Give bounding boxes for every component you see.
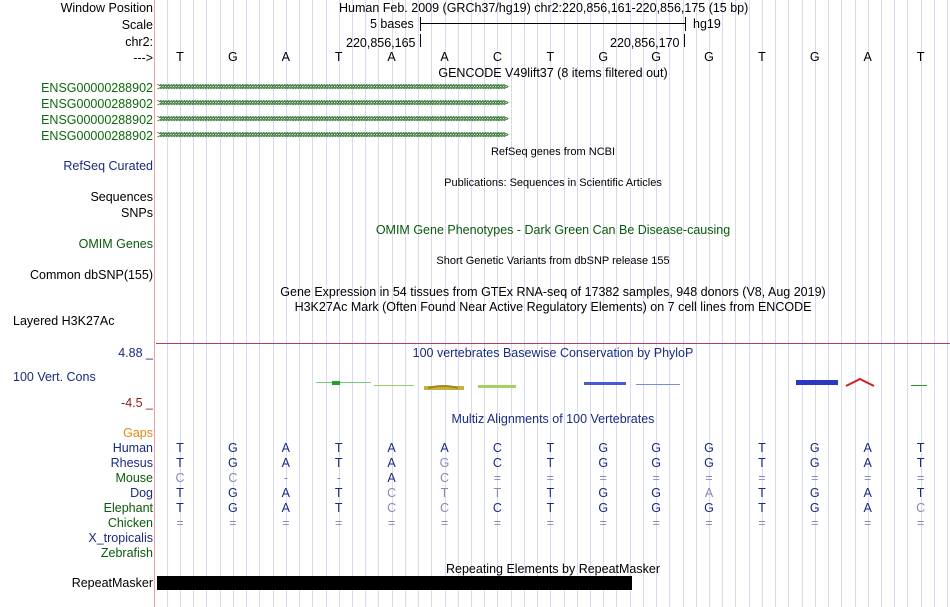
alignment-base: G [598,456,609,470]
alignment-base: G [228,501,238,515]
alignment-base: = [705,516,713,530]
omim-label[interactable]: OMIM Genes [78,237,153,251]
alignment-base: T [176,456,184,470]
alignment-base: T [176,501,184,515]
alignment-base: C [492,456,502,470]
alignment-base: T [176,486,184,500]
alignment-base: G [809,441,820,455]
refseq-label[interactable]: RefSeq Curated [63,159,153,173]
species-label[interactable]: Chicken [107,516,153,530]
alignment-base: C [387,501,397,515]
gencode-feature[interactable]: >>>>>>>>>>>>>>>>>>>>>>>>>>>>>>>>>>>>>>>>>>>>>>>>>>>>>>>>>>>>>>>>>>>>>>>>>>>>>>>>>>>>>>>>>>>>>>>>>>>>>>>>>>>>>>>>>>>>>>>>>>>>>>>>>>>> [157,98,506,109]
alignment-base: A [863,486,872,500]
alignment-base: A [387,456,396,470]
alignment-base: C [916,501,926,515]
alignment-base: A [387,471,396,485]
scale-bar [420,17,686,31]
alignment-base: T [916,486,925,500]
alignment-base: C [492,501,502,515]
gencode-item-label[interactable]: ENSG00000288902 [41,97,153,111]
omim-title: OMIM Gene Phenotypes - Dark Green Can Be Disease-causing [375,223,731,237]
alignment-base: G [598,441,609,455]
base-letter: G [598,50,609,64]
base-letter: T [176,50,184,64]
gaps-label[interactable]: Gaps [123,426,153,440]
alignment-base: = [864,516,872,530]
alignment-base: = [599,471,607,485]
h3k27ac-title: H3K27Ac Mark (Often Found Near Active Regulatory Elements) on 7 cell lines from ENCODE [294,300,812,314]
species-label[interactable]: Human [112,441,153,455]
alignment-base: T [916,441,925,455]
alignment-base: = [599,516,607,530]
alignment-base: T [440,486,449,500]
coord-left: 220,856,165 [346,36,416,50]
chr-label: chr2: [125,35,153,49]
base-letter: T [334,50,343,64]
alignment-base: G [228,456,238,470]
alignment-base: T [493,486,502,500]
alignment-base: G [809,486,820,500]
alignment-base: G [228,441,238,455]
alignment-base: G [704,501,714,515]
alignment-base: G [651,486,661,500]
gencode-title: GENCODE V49lift37 (8 items filtered out) [438,66,668,80]
alignment-base: A [281,441,290,455]
gencode-item-label[interactable]: ENSG00000288902 [41,113,153,127]
alignment-base: = [916,516,925,530]
multiz-title: Multiz Alignments of 100 Vertebrates [451,412,655,426]
alignment-base: A [704,486,714,500]
repeatmasker-element[interactable] [157,576,632,590]
alignment-base: - [283,471,288,485]
alignment-base: G [809,501,820,515]
alignment-base: C [439,471,450,485]
alignment-base: = [335,516,343,530]
alignment-base: = [811,471,819,485]
alignment-base: T [916,456,925,470]
scale-label: Scale [121,18,153,32]
track-divider [156,343,950,344]
gtex-title: Gene Expression in 54 tissues from GTEx RNA-seq of 17382 samples, 948 donors (V8, Aug 2019) [280,285,826,299]
base-letter: T [546,50,555,64]
refseq-title: RefSeq genes from NCBI [490,146,616,158]
alignment-base: T [546,486,555,500]
dbsnp-title: Short Genetic Variants from dbSNP release 155 [436,255,670,267]
alignment-base: = [493,471,502,485]
alignment-base: = [916,471,925,485]
cons-scale-top: 4.88 _ [118,346,153,360]
scale-text: 5 bases [370,17,414,31]
alignment-base: = [546,471,554,485]
alignment-base: T [758,456,766,470]
alignment-base: C [228,471,238,485]
species-label[interactable]: X_tropicalis [88,531,153,545]
alignment-base: A [863,501,872,515]
alignment-base: = [864,471,872,485]
alignment-base: = [493,516,502,530]
alignment-base: C [492,441,502,455]
alignment-base: = [652,516,660,530]
strand-arrow-label[interactable]: ---> [133,51,153,65]
repeatmasker-label[interactable]: RepeatMasker [71,576,153,590]
alignment-base: G [228,486,238,500]
snps-label[interactable]: SNPs [121,206,153,220]
alignment-base: G [651,456,661,470]
alignment-base: G [704,456,714,470]
window-position-label: Window Position [60,1,153,15]
alignment-base: T [334,486,343,500]
base-letter: A [281,50,290,64]
base-letter: G [228,50,238,64]
repeatmasker-title: Repeating Elements by RepeatMasker [445,562,660,576]
alignment-base: T [758,501,766,515]
base-letter: A [863,50,872,64]
gencode-feature[interactable]: >>>>>>>>>>>>>>>>>>>>>>>>>>>>>>>>>>>>>>>>>>>>>>>>>>>>>>>>>>>>>>>>>>>>>>>>>>>>>>>>>>>>>>>>>>>>>>>>>>>>>>>>>>>>>>>>>>>>>>>>>>>>>>>>>>>> [157,114,506,125]
alignment-base: A [863,441,872,455]
alignment-base: = [811,516,819,530]
cons-label[interactable]: 100 Vert. Cons [13,370,96,384]
base-letter: G [809,50,820,64]
alignment-base: - [336,471,341,485]
alignment-base: A [281,501,290,515]
species-label[interactable]: Dog [130,486,153,500]
base-letter: A [387,50,396,64]
base-letter: A [440,50,449,64]
alignment-base: A [281,486,290,500]
conservation-logo-plot [156,372,950,394]
alignment-base: = [758,516,766,530]
alignment-base: = [282,516,290,530]
alignment-base: G [704,441,714,455]
base-letter: T [758,50,766,64]
alignment-base: C [175,471,185,485]
alignment-base: = [705,471,713,485]
alignment-base: G [598,486,609,500]
alignment-base: A [440,441,449,455]
alignment-base: A [281,456,290,470]
alignment-base: = [229,516,237,530]
base-letter: T [916,50,925,64]
publications-title: Publications: Sequences in Scientific Articles [444,177,662,189]
coord-right: 220,856,170 [610,36,680,50]
alignment-base: C [439,501,450,515]
alignment-base: T [546,441,555,455]
species-label[interactable]: Rhesus [110,456,153,470]
alignment-base: = [758,471,766,485]
alignment-base: T [758,441,766,455]
alignment-base: T [334,456,343,470]
label-separator [154,0,155,607]
alignment-base: = [176,516,184,530]
alignment-base: = [652,471,660,485]
gencode-item-label[interactable]: ENSG00000288902 [41,81,153,95]
alignment-base: = [387,516,396,530]
coord-left-tick [420,34,421,47]
gencode-feature[interactable]: >>>>>>>>>>>>>>>>>>>>>>>>>>>>>>>>>>>>>>>>>>>>>>>>>>>>>>>>>>>>>>>>>>>>>>>>>>>>>>>>>>>>>>>>>>>>>>>>>>>>>>>>>>>>>>>>>>>>>>>>>>>>>>>>>>>> [157,82,506,93]
alignment-base: A [863,456,872,470]
base-letter: G [651,50,661,64]
base-letter: C [492,50,502,64]
species-label[interactable]: Elephant [103,501,153,515]
alignment-base: G [439,456,450,470]
dbsnp-label[interactable]: Common dbSNP(155) [30,268,153,282]
species-label[interactable]: Zebrafish [100,546,153,560]
cons-title: 100 vertebrates Basewise Conservation by PhyloP [412,346,694,360]
coord-right-tick [684,34,685,47]
alignment-base: T [758,486,766,500]
cons-scale-bottom: -4.5 _ [121,396,153,410]
alignment-base: T [334,501,343,515]
base-letter: G [704,50,714,64]
sequences-label[interactable]: Sequences [90,190,153,204]
alignment-base: C [387,486,397,500]
h3k27ac-label[interactable]: Layered H3K27Ac [13,314,115,328]
alignment-base: G [651,501,661,515]
alignment-base: A [387,441,396,455]
alignment-base: T [176,441,184,455]
alignment-base: G [809,456,820,470]
scale-db: hg19 [693,17,721,31]
gencode-feature[interactable]: >>>>>>>>>>>>>>>>>>>>>>>>>>>>>>>>>>>>>>>>>>>>>>>>>>>>>>>>>>>>>>>>>>>>>>>>>>>>>>>>>>>>>>>>>>>>>>>>>>>>>>>>>>>>>>>>>>>>>>>>>>>>>>>>>>>> [157,130,506,141]
species-label[interactable]: Mouse [115,471,153,485]
alignment-base: = [546,516,554,530]
assembly-position-text: Human Feb. 2009 (GRCh37/hg19) chr2:220,856,161-220,856,175 (15 bp) [339,1,749,15]
alignment-base: T [546,501,555,515]
alignment-base: T [546,456,555,470]
gencode-item-label[interactable]: ENSG00000288902 [41,129,153,143]
alignment-base: G [651,441,661,455]
alignment-base: = [440,516,449,530]
alignment-base: G [598,501,609,515]
alignment-base: T [334,441,343,455]
